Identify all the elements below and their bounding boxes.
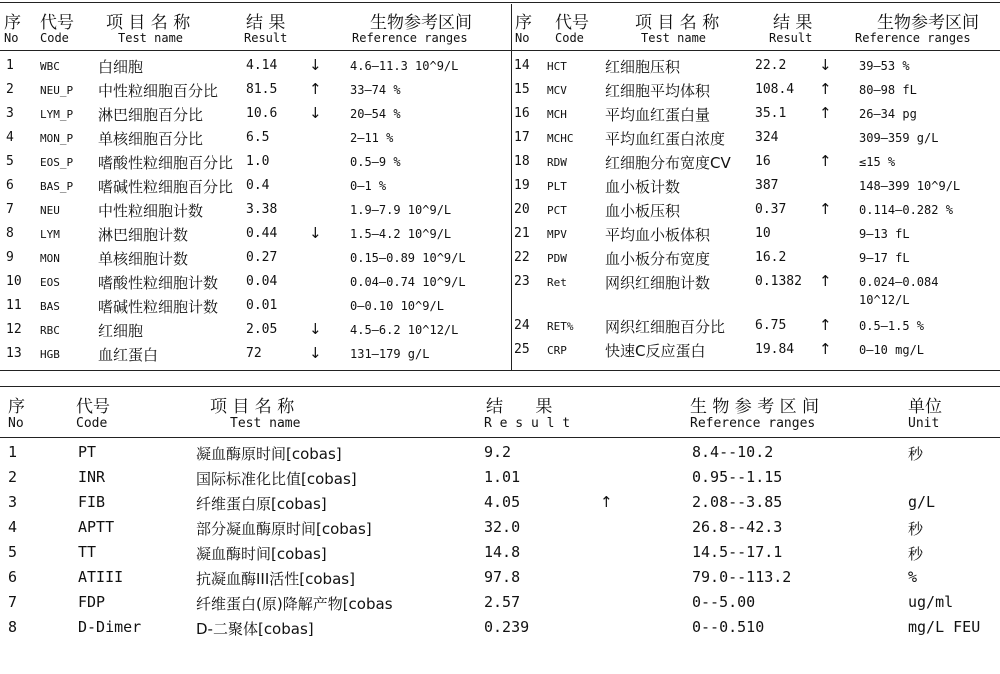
header-name-cn: 项 目 名 称 [210, 397, 295, 417]
reference-range: 8.4--10.2 [692, 443, 774, 461]
test-code: ATIII [78, 568, 124, 586]
table-row [513, 271, 1000, 315]
header-no-en: No [515, 31, 530, 45]
table-row [513, 79, 1000, 103]
test-name: 血红蛋白 [98, 346, 159, 364]
header-name-en: Test name [641, 31, 707, 45]
row-number: 18 [514, 154, 530, 169]
row-number: 1 [8, 443, 18, 461]
row-number: 5 [8, 543, 18, 561]
test-code: PDW [547, 252, 567, 265]
header-no-cn: 序 [8, 397, 25, 417]
row-number: 1 [6, 58, 14, 73]
row-number: 11 [6, 298, 22, 313]
reference-range: 1.9—7.9 10^9/L [350, 203, 452, 217]
test-name: 快速C反应蛋白 [605, 342, 706, 360]
result-value: 4.14 [246, 58, 278, 73]
test-code: HCT [547, 60, 567, 73]
reference-range: 0.024—0.084 [859, 275, 939, 289]
test-code: NEU_P [40, 84, 74, 97]
row-number: 22 [514, 250, 530, 265]
reference-range: 20—54 % [350, 107, 401, 121]
test-code: MON [40, 252, 60, 265]
table-row [0, 295, 510, 319]
test-name: 凝血酶原时间[cobas] [196, 445, 342, 463]
row-number: 2 [8, 468, 18, 486]
header-code-cn: 代号 [40, 13, 74, 33]
test-name: 纤维蛋白(原)降解产物[cobas [196, 595, 393, 613]
cbc-bottom-rule [0, 370, 1000, 371]
reference-range: 0.15—0.89 10^9/L [350, 251, 466, 265]
abnormal-flag-icon: ↓ [309, 104, 322, 122]
row-number: 3 [8, 493, 18, 511]
test-name: 血小板压积 [605, 202, 681, 220]
unit: 秒 [908, 545, 924, 563]
header-code-cn: 代号 [76, 397, 110, 417]
table-row [0, 590, 1000, 615]
test-code: INR [78, 468, 106, 486]
table-row [0, 465, 1000, 490]
result-value: 0.44 [246, 226, 278, 241]
row-number: 24 [514, 318, 530, 333]
test-name: 淋巴细胞计数 [98, 226, 189, 244]
test-name: 红细胞压积 [605, 58, 681, 76]
row-number: 12 [6, 322, 22, 337]
abnormal-flag-icon: ↓ [309, 320, 322, 338]
test-code: MON_P [40, 132, 74, 145]
test-name: 国际标准化比值[cobas] [196, 470, 357, 488]
header-result-cn: 结 果 [246, 13, 286, 33]
reference-range-unit: 10^12/L [859, 293, 910, 307]
result-value: 0.1382 [755, 274, 802, 289]
test-name: 中性粒细胞百分比 [98, 82, 219, 100]
abnormal-flag-icon: ↑ [819, 316, 832, 334]
cbc-column-divider [511, 4, 512, 370]
test-name: 嗜碱性粒细胞计数 [98, 298, 219, 316]
test-code: MCH [547, 108, 567, 121]
abnormal-flag-icon: ↓ [309, 344, 322, 362]
result-value: 6.5 [246, 130, 270, 145]
reference-range: 0—10 mg/L [859, 343, 925, 357]
cbc-top-rule [0, 2, 1000, 3]
table-row [0, 79, 510, 103]
unit: ug/ml [908, 593, 954, 611]
header-code-en: Code [555, 31, 584, 45]
reference-range: 4.5—6.2 10^12/L [350, 323, 459, 337]
test-code: CRP [547, 344, 567, 357]
result-value: 387 [755, 178, 779, 193]
header-code-cn: 代号 [555, 13, 589, 33]
result-value: 97.8 [484, 568, 521, 586]
row-number: 13 [6, 346, 22, 361]
reference-range: 9—13 fL [859, 227, 910, 241]
reference-range: 2—11 % [350, 131, 394, 145]
test-code: RDW [547, 156, 567, 169]
row-number: 21 [514, 226, 530, 241]
test-code: HGB [40, 348, 60, 361]
reference-range: 79.0--113.2 [692, 568, 792, 586]
test-code: LYM_P [40, 108, 74, 121]
result-value: 0.27 [246, 250, 278, 265]
reference-range: 0--5.00 [692, 593, 756, 611]
abnormal-flag-icon: ↑ [819, 80, 832, 98]
reference-range: 0.5—9 % [350, 155, 401, 169]
table-row [513, 151, 1000, 175]
header-result-en: Result [244, 31, 288, 45]
coag-section [0, 382, 1000, 642]
row-number: 7 [6, 202, 14, 217]
table-row [0, 223, 510, 247]
header-result-en: Result [769, 31, 813, 45]
cbc-right-rows [513, 55, 1000, 363]
table-row [513, 339, 1000, 363]
unit: 秒 [908, 520, 924, 538]
table-row [0, 55, 510, 79]
result-value: 108.4 [755, 82, 795, 97]
row-number: 25 [514, 342, 530, 357]
test-name: 白细胞 [98, 58, 144, 76]
result-value: 16 [755, 154, 771, 169]
header-name-cn: 项 目 名 称 [106, 13, 191, 33]
row-number: 6 [8, 568, 18, 586]
test-code: Ret [547, 276, 567, 289]
table-row [0, 151, 510, 175]
table-row [0, 271, 510, 295]
test-name: 平均血红蛋白量 [605, 106, 711, 124]
table-row [0, 490, 1000, 515]
result-value: 0.01 [246, 298, 278, 313]
row-number: 14 [514, 58, 530, 73]
test-code: LYM [40, 228, 60, 241]
row-number: 8 [8, 618, 18, 636]
header-name-cn: 项 目 名 称 [635, 13, 720, 33]
test-name: 凝血酶时间[cobas] [196, 545, 327, 563]
row-number: 5 [6, 154, 14, 169]
result-value: 9.2 [484, 443, 512, 461]
table-row [0, 247, 510, 271]
test-name: 抗凝血酶III活性[cobas] [196, 570, 355, 588]
reference-range: 14.5--17.1 [692, 543, 783, 561]
test-name: 中性粒细胞计数 [98, 202, 204, 220]
header-unit-cn: 单位 [908, 397, 942, 417]
test-name: 嗜酸性粒细胞百分比 [98, 154, 234, 172]
test-code: NEU [40, 204, 60, 217]
reference-range: 39—53 % [859, 59, 910, 73]
table-row [0, 615, 1000, 640]
test-code: FDP [78, 593, 106, 611]
test-code: MCV [547, 84, 567, 97]
table-row [513, 127, 1000, 151]
result-value: 1.01 [484, 468, 521, 486]
reference-range: 1.5—4.2 10^9/L [350, 227, 452, 241]
table-row [0, 565, 1000, 590]
test-name: 红细胞 [98, 322, 144, 340]
test-code: PT [78, 443, 97, 461]
test-name: 嗜酸性粒细胞计数 [98, 274, 219, 292]
table-row [0, 540, 1000, 565]
test-code: APTT [78, 518, 115, 536]
header-code-en: Code [76, 416, 108, 431]
table-row [0, 319, 510, 343]
test-name: 淋巴细胞百分比 [98, 106, 204, 124]
cbc-left-rows [0, 55, 510, 367]
reference-range: 0—1 % [350, 179, 387, 193]
result-value: 16.2 [755, 250, 787, 265]
test-name: 平均血红蛋白浓度 [605, 130, 726, 148]
test-name: 纤维蛋白原[cobas] [196, 495, 327, 513]
result-value: 14.8 [484, 543, 521, 561]
header-ref-cn: 生 物 参 考 区 间 [690, 397, 820, 417]
result-value: 0.37 [755, 202, 787, 217]
row-number: 20 [514, 202, 530, 217]
abnormal-flag-icon: ↑ [819, 104, 832, 122]
unit: % [908, 568, 918, 586]
table-row [513, 55, 1000, 79]
header-no-en: No [4, 31, 19, 45]
result-value: 324 [755, 130, 779, 145]
result-value: 10.6 [246, 106, 278, 121]
cbc-right-header [513, 4, 1000, 52]
header-result-en: R e s u l t [484, 416, 571, 431]
test-code: PCT [547, 204, 567, 217]
table-row [0, 440, 1000, 465]
header-ref-cn: 生物参考区间 [877, 13, 979, 33]
reference-range: 0.5—1.5 % [859, 319, 925, 333]
coag-header-rule [0, 437, 1000, 438]
reference-range: 0.95--1.15 [692, 468, 783, 486]
row-number: 19 [514, 178, 530, 193]
reference-range: 26.8--42.3 [692, 518, 783, 536]
cbc-right-panel [513, 4, 1000, 360]
table-row [513, 315, 1000, 339]
test-name: 单核细胞计数 [98, 250, 189, 268]
row-number: 17 [514, 130, 530, 145]
table-row [0, 515, 1000, 540]
result-value: 3.38 [246, 202, 278, 217]
result-value: 32.0 [484, 518, 521, 536]
abnormal-flag-icon: ↑ [819, 200, 832, 218]
table-row [0, 199, 510, 223]
unit: 秒 [908, 445, 924, 463]
header-ref-en: Reference ranges [352, 31, 468, 45]
abnormal-flag-icon: ↑ [600, 493, 613, 511]
header-no-en: No [8, 416, 24, 431]
reference-range: 26—34 pg [859, 107, 917, 121]
result-value: 6.75 [755, 318, 787, 333]
result-value: 0.04 [246, 274, 278, 289]
abnormal-flag-icon: ↑ [819, 152, 832, 170]
result-value: 35.1 [755, 106, 787, 121]
test-code: EOS [40, 276, 60, 289]
table-row [513, 247, 1000, 271]
table-row [513, 199, 1000, 223]
reference-range: 80—98 fL [859, 83, 917, 97]
row-number: 4 [6, 130, 14, 145]
result-value: 22.2 [755, 58, 787, 73]
result-value: 2.05 [246, 322, 278, 337]
test-code: BAS_P [40, 180, 74, 193]
test-code: RBC [40, 324, 60, 337]
reference-range: 9—17 fL [859, 251, 910, 265]
test-code: MCHC [547, 132, 574, 145]
header-ref-en: Reference ranges [690, 416, 816, 431]
result-value: 0.239 [484, 618, 530, 636]
test-code: BAS [40, 300, 60, 313]
header-no-cn: 序 [515, 13, 532, 33]
test-code: PLT [547, 180, 567, 193]
result-value: 72 [246, 346, 262, 361]
reference-range: 4.6—11.3 10^9/L [350, 59, 459, 73]
header-name-en: Test name [118, 31, 184, 45]
row-number: 9 [6, 250, 14, 265]
test-name: 网织红细胞百分比 [605, 318, 726, 336]
abnormal-flag-icon: ↓ [819, 56, 832, 74]
test-name: 平均血小板体积 [605, 226, 711, 244]
table-row [0, 343, 510, 367]
test-name: 红细胞分布宽度CV [605, 154, 731, 172]
test-name: D-二聚体[cobas] [196, 620, 314, 638]
test-name: 网织红细胞计数 [605, 274, 711, 292]
reference-range: 148—399 10^9/L [859, 179, 961, 193]
row-number: 6 [6, 178, 14, 193]
test-name: 嗜碱性粒细胞百分比 [98, 178, 234, 196]
reference-range: 0.114—0.282 % [859, 203, 953, 217]
test-code: TT [78, 543, 97, 561]
table-row [513, 103, 1000, 127]
result-value: 2.57 [484, 593, 521, 611]
row-number: 10 [6, 274, 22, 289]
row-number: 23 [514, 274, 530, 289]
test-code: RET% [547, 320, 574, 333]
test-code: FIB [78, 493, 106, 511]
test-code: MPV [547, 228, 567, 241]
cbc-left-header [0, 4, 510, 52]
abnormal-flag-icon: ↓ [309, 56, 322, 74]
header-no-cn: 序 [4, 13, 21, 33]
unit: mg/L FEU [908, 618, 981, 636]
reference-range: 0—0.10 10^9/L [350, 299, 444, 313]
result-value: 1.0 [246, 154, 270, 169]
result-value: 10 [755, 226, 771, 241]
table-row [0, 175, 510, 199]
test-name: 红细胞平均体积 [605, 82, 711, 100]
test-code: EOS_P [40, 156, 74, 169]
table-row [0, 127, 510, 151]
header-ref-en: Reference ranges [855, 31, 971, 45]
test-code: WBC [40, 60, 60, 73]
reference-range: 131—179 g/L [350, 347, 430, 361]
table-row [0, 103, 510, 127]
test-name: 单核细胞百分比 [98, 130, 204, 148]
reference-range: 2.08--3.85 [692, 493, 783, 511]
reference-range: 0.04—0.74 10^9/L [350, 275, 466, 289]
row-number: 15 [514, 82, 530, 97]
test-code: D-Dimer [78, 618, 142, 636]
coag-header [0, 382, 1000, 434]
reference-range: 33—74 % [350, 83, 401, 97]
coag-rows [0, 440, 1000, 640]
result-value: 4.05 [484, 493, 521, 511]
table-row [513, 175, 1000, 199]
row-number: 8 [6, 226, 14, 241]
test-name: 血小板分布宽度 [605, 250, 711, 268]
abnormal-flag-icon: ↑ [309, 80, 322, 98]
header-code-en: Code [40, 31, 69, 45]
row-number: 7 [8, 593, 18, 611]
row-number: 4 [8, 518, 18, 536]
abnormal-flag-icon: ↓ [309, 224, 322, 242]
abnormal-flag-icon: ↑ [819, 340, 832, 358]
reference-range: ≤15 % [859, 155, 896, 169]
test-name: 部分凝血酶原时间[cobas] [196, 520, 372, 538]
result-value: 0.4 [246, 178, 270, 193]
test-name: 血小板计数 [605, 178, 681, 196]
header-result-cn: 结 果 [486, 397, 553, 417]
result-value: 81.5 [246, 82, 278, 97]
table-row [513, 223, 1000, 247]
abnormal-flag-icon: ↑ [819, 272, 832, 290]
reference-range: 0--0.510 [692, 618, 765, 636]
row-number: 2 [6, 82, 14, 97]
header-name-en: Test name [230, 416, 301, 431]
header-unit-en: Unit [908, 416, 940, 431]
row-number: 16 [514, 106, 530, 121]
result-value: 19.84 [755, 342, 795, 357]
cbc-left-panel [0, 4, 510, 364]
reference-range: 309—359 g/L [859, 131, 939, 145]
row-number: 3 [6, 106, 14, 121]
header-result-cn: 结 果 [773, 13, 813, 33]
unit: g/L [908, 493, 936, 511]
header-ref-cn: 生物参考区间 [370, 13, 472, 33]
